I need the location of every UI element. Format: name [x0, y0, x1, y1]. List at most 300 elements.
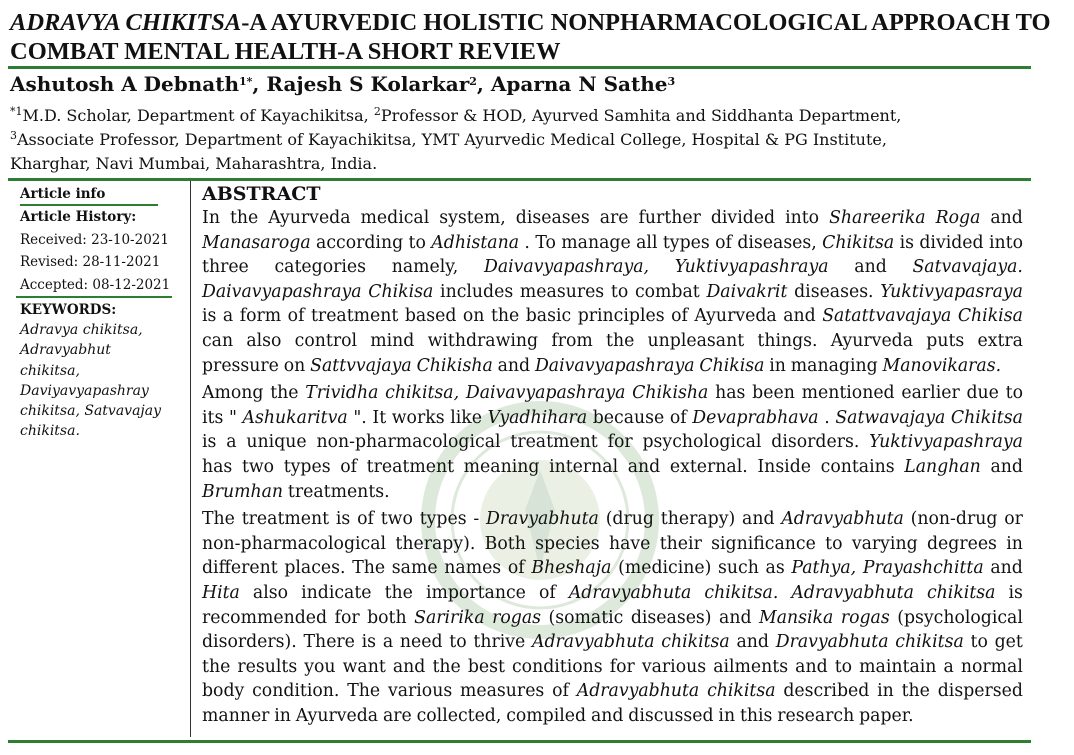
- keyword-line: Adravyabhut: [20, 342, 111, 359]
- abstract-word: The: [202, 509, 235, 530]
- abstract-word: the: [432, 656, 461, 677]
- abstract-word: conditions: [511, 656, 603, 677]
- abstract-word: the: [901, 681, 930, 702]
- title-line: [10, 37, 1060, 66]
- abstract-word: works: [391, 407, 445, 428]
- abstract-word: you: [304, 656, 336, 677]
- abstract-word: is: [202, 306, 217, 327]
- abstract-word: extra: [977, 330, 1023, 351]
- abstract-word: has: [715, 383, 746, 404]
- abstract-word: is: [899, 232, 914, 253]
- affiliation-mark: *1: [10, 105, 23, 118]
- abstract-paragraph: [202, 507, 1023, 728]
- abstract-word: of: [287, 306, 305, 327]
- abstract-word: Pathya,: [791, 558, 857, 579]
- accepted-date: Accepted: 08-12-2021: [20, 276, 171, 293]
- abstract-word: Mansika: [759, 607, 834, 628]
- abstract-word: a: [226, 432, 237, 453]
- abstract-line: [202, 280, 1023, 305]
- abstract-word: recommended: [202, 607, 328, 628]
- abstract-word: best: [467, 656, 505, 677]
- abstract-word: To: [535, 232, 556, 253]
- author-name: Rajesh S Kolarkar: [266, 72, 470, 96]
- affiliations: [10, 104, 1070, 176]
- abstract-word: Devaprabhava: [692, 407, 819, 428]
- abstract-word: research: [777, 705, 855, 726]
- abstract-line: [202, 679, 1023, 704]
- abstract-word: Daivakrit: [706, 281, 788, 302]
- abstract-word: chikitsa: [707, 681, 776, 702]
- abstract-line: [202, 430, 1023, 455]
- affiliation-mark: 3: [10, 129, 17, 142]
- abstract-word: dispersed: [937, 681, 1023, 702]
- abstract-word: of: [669, 407, 687, 428]
- abstract-heading: ABSTRACT: [202, 183, 321, 205]
- abstract-word: therapy).: [395, 533, 476, 554]
- received-date: Received: 23-10-2021: [20, 231, 169, 248]
- abstract-word: and: [742, 509, 775, 530]
- abstract-word: into: [785, 208, 820, 228]
- abstract-word: according: [316, 232, 404, 253]
- abstract-word: body: [202, 681, 245, 702]
- abstract-word: normal: [960, 656, 1023, 677]
- abstract-word: (medicine): [618, 558, 712, 579]
- abstract-word: Yuktivyapashraya: [869, 432, 1023, 453]
- title-divider: [8, 66, 1031, 69]
- abstract-word: and: [392, 656, 426, 677]
- abstract-word: to: [408, 232, 426, 253]
- paper-title: [10, 8, 1060, 66]
- abstract-word: degrees: [926, 533, 997, 554]
- abstract-word: Ayurveda: [295, 705, 379, 726]
- abstract-word: further: [638, 208, 701, 228]
- abstract-word: in: [769, 355, 786, 376]
- abstract-line: [202, 255, 1023, 280]
- title-segment: COMBAT MENTAL HEALTH-A SHORT REVIEW: [10, 38, 561, 65]
- abstract-word: rogas: [840, 607, 890, 628]
- abstract-word: disorders.: [771, 432, 860, 453]
- abstract-word: Adravyabhuta: [781, 509, 904, 530]
- abstract-word: Satwavajaya: [835, 407, 946, 428]
- abstract-word: for: [607, 432, 633, 453]
- affiliation-line: [10, 128, 1070, 152]
- abstract-word: system,: [439, 208, 506, 228]
- abstract-word: -: [473, 509, 480, 530]
- abstract-word: has: [202, 456, 233, 477]
- abstract-word: same: [391, 558, 438, 579]
- abstract-word: managing: [790, 355, 878, 376]
- revised-date: Revised: 28-11-2021: [20, 254, 161, 270]
- abstract-word: and: [990, 558, 1023, 579]
- column-divider: [190, 181, 191, 737]
- abstract-word: form: [239, 306, 282, 327]
- abstract-word: unique: [246, 432, 307, 453]
- keyword-line: Adravya chikitsa,: [20, 322, 143, 338]
- abstract-word: two: [380, 509, 413, 530]
- abstract-word: can: [202, 330, 234, 351]
- abstract-word: and: [497, 355, 531, 376]
- abstract-line: [202, 556, 1023, 581]
- abstract-word: mind: [370, 330, 415, 351]
- abstract-word: places.: [284, 558, 346, 579]
- author-affiliation-mark: 3: [667, 75, 676, 88]
- abstract-word: have: [608, 533, 651, 554]
- abstract-word: Vyadhihara: [487, 407, 588, 428]
- article-history-heading: Article History:: [20, 209, 137, 225]
- abstract-word: control: [294, 330, 358, 351]
- abstract-word: Dravyabhuta: [775, 632, 889, 653]
- abstract-word: discussed: [628, 705, 714, 726]
- abstract-word: the: [270, 383, 299, 404]
- author-name: Ashutosh A Debnath: [10, 72, 240, 96]
- abstract-word: The: [347, 681, 381, 702]
- abstract-word: Chikisa: [368, 281, 434, 302]
- abstract-word: and: [783, 306, 816, 327]
- abstract-word: basic: [525, 306, 572, 327]
- abstract-word: Shareerika: [829, 208, 926, 228]
- abstract-word: thrive: [473, 632, 526, 653]
- abstract-word: treatment: [366, 456, 455, 477]
- abstract-word: Chikisha: [416, 355, 493, 376]
- abstract-word: of: [507, 558, 525, 579]
- abstract-word: chikitsa,: [385, 383, 460, 404]
- abstract-word: and: [719, 607, 752, 628]
- header-divider: [8, 178, 1031, 181]
- keyword-line: chikitsa.: [20, 423, 80, 440]
- abstract-word: all: [636, 232, 658, 253]
- abstract-word: manage: [561, 232, 631, 253]
- abstract-word: of: [538, 582, 556, 603]
- abstract-word: various: [387, 681, 453, 702]
- abstract-word: to: [449, 632, 467, 653]
- abstract-word: described: [783, 681, 870, 702]
- abstract-word: The: [352, 558, 386, 579]
- abstract-word: indicate: [301, 582, 372, 603]
- abstract-line: [202, 354, 1023, 379]
- abstract-word: such: [718, 558, 759, 579]
- abstract-word: been: [752, 383, 795, 404]
- title-segment: -A AYURVEDIC HOLISTIC NONPHARMACOLOGICAL APPROACH TO: [241, 9, 1051, 36]
- abstract-word: this: [739, 705, 773, 726]
- abstract-word: non-pharmacological: [202, 533, 387, 554]
- abstract-word: Trividha: [305, 383, 379, 404]
- abstract-word: is: [335, 509, 351, 530]
- abstract-line: [202, 480, 1023, 505]
- abstract-word: Chikisa: [957, 306, 1023, 327]
- abstract-word: names: [444, 558, 502, 579]
- affiliation-text: Kharghar, Navi Mumbai, Maharashtra, India.: [10, 154, 378, 173]
- abstract-word: is: [202, 432, 217, 453]
- abstract-line: [202, 206, 1023, 231]
- abstract-word: combat: [634, 281, 700, 302]
- abstract-line: [202, 581, 1023, 606]
- abstract-paragraph: [202, 381, 1023, 504]
- abstract-word: rogas: [492, 607, 542, 628]
- abstract-word: Ayurveda: [694, 306, 777, 327]
- abstract-word: Brumhan: [202, 481, 284, 502]
- abstract-word: pressure: [202, 355, 279, 376]
- abstract-word: a: [222, 306, 234, 327]
- abstract-word: (somatic: [548, 607, 624, 628]
- abstract-word: diseases): [630, 607, 712, 628]
- abstract-word: various: [641, 656, 707, 677]
- abstract-word: the: [202, 656, 231, 677]
- abstract-word: Chikitsa: [950, 407, 1023, 428]
- abstract-word: importance: [425, 582, 526, 603]
- abstract-word: diseases: [515, 208, 590, 228]
- abstract-word: types: [419, 509, 467, 530]
- abstract-word: the: [229, 208, 259, 228]
- abstract-word: and: [854, 257, 887, 278]
- abstract-word: of: [671, 306, 688, 327]
- abstract-word: Chikitsa: [822, 232, 895, 253]
- abstract-word: puts: [926, 330, 965, 351]
- abstract-word: treatment: [510, 432, 598, 453]
- abstract-word: Manasaroga: [202, 232, 311, 253]
- abstract-word: to: [970, 632, 988, 653]
- abstract-line: [202, 231, 1023, 256]
- abstract-word: on: [462, 306, 485, 327]
- abstract-word: divided: [919, 232, 984, 253]
- abstract-body: [202, 206, 1023, 728]
- abstract-word: It: [372, 407, 387, 428]
- abstract-word: Among: [202, 383, 264, 404]
- abstract-word: There: [303, 632, 355, 653]
- author-affiliation-mark: 2: [469, 75, 477, 88]
- abstract-word: significance: [711, 533, 816, 554]
- abstract-word: Adravyabhuta: [791, 582, 914, 603]
- article-info-heading: Article info: [20, 186, 106, 202]
- keyword-line: Daviyavyapashray: [20, 382, 149, 399]
- abstract-word: on: [283, 355, 306, 376]
- abstract-word: are: [382, 705, 412, 726]
- abstract-word: medical: [360, 208, 430, 228]
- abstract-word: diseases,: [737, 232, 817, 253]
- abstract-word: and: [627, 456, 661, 477]
- abstract-word: Adravyabhuta: [532, 632, 655, 653]
- abstract-word: .: [524, 232, 530, 253]
- keywords-rule: [16, 296, 172, 298]
- author-affiliation-mark: 1*: [239, 75, 253, 88]
- abstract-word: get: [994, 632, 1023, 653]
- keywords-heading: KEYWORDS:: [20, 302, 117, 318]
- affiliation-text: Associate Professor, Department of Kayachikitsa, YMT Ayurvedic Medical College, Hospital & PG Institute,: [17, 130, 887, 149]
- affiliation-line: [10, 104, 1070, 128]
- abstract-word: internal: [549, 456, 619, 477]
- abstract-word: withdrawing: [427, 330, 539, 351]
- abstract-word: (non-drug: [910, 509, 998, 530]
- abstract-word: Prayashchitta: [862, 558, 984, 579]
- abstract-word: to: [610, 281, 629, 302]
- abstract-word: for: [609, 656, 635, 677]
- abstract-word: Yuktivyapashraya: [674, 257, 829, 278]
- footer-divider: [8, 740, 1031, 743]
- abstract-line: [202, 655, 1023, 680]
- abstract-word: (psychological: [897, 607, 1023, 628]
- abstract-word: disorders).: [202, 632, 297, 653]
- abstract-word: Yuktivyapasraya: [880, 281, 1023, 302]
- abstract-word: psychological: [642, 432, 762, 453]
- abstract-word: manner: [202, 705, 270, 726]
- abstract-word: principles: [577, 306, 665, 327]
- abstract-word: Dravyabhuta: [486, 509, 599, 530]
- author-list: Ashutosh A Debnath$^{1*}$, Rajesh S Kolarkar$^2$, Aparna N Sathe$^3$: [10, 72, 676, 96]
- abstract-word: ailments: [713, 656, 789, 677]
- abstract-word: paper.: [859, 705, 914, 726]
- abstract-word: Adravyabhuta: [568, 582, 692, 603]
- abstract-word: and: [795, 656, 828, 677]
- abstract-word: categories: [274, 257, 367, 278]
- abstract-word: Satattvavajaya: [822, 306, 952, 327]
- abstract-word: Ayurveda: [830, 330, 914, 351]
- abstract-word: and: [736, 632, 769, 653]
- abstract-word: are: [599, 208, 629, 228]
- abstract-word: from: [551, 330, 593, 351]
- abstract-line: [202, 704, 1023, 729]
- abstract-word: Satvavajaya.: [912, 257, 1023, 278]
- abstract-line: [202, 507, 1023, 532]
- abstract-line: [202, 630, 1023, 655]
- abstract-word: includes: [440, 281, 514, 302]
- abstract-word: to: [834, 656, 853, 677]
- abstract-line: [202, 381, 1023, 406]
- abstract-word: like: [450, 407, 482, 428]
- abstract-word: Daivavyapashraya: [534, 355, 695, 376]
- abstract-word: types: [662, 232, 710, 253]
- abstract-word: measures: [519, 281, 605, 302]
- abstract-word: chikitsa: [926, 582, 996, 603]
- abstract-word: to: [1005, 383, 1023, 404]
- abstract-word: things.: [757, 330, 818, 351]
- abstract-word: is: [1008, 582, 1023, 603]
- abstract-word: treatment: [310, 306, 399, 327]
- abstract-word: Manovikaras.: [882, 355, 1002, 376]
- affiliation-line: [10, 152, 1070, 176]
- abstract-word: chikitsa.: [704, 582, 779, 603]
- abstract-word: of: [357, 509, 374, 530]
- abstract-word: also: [252, 582, 289, 603]
- abstract-word: Daivavyapashraya: [465, 383, 626, 404]
- abstract-word: Roga: [935, 208, 981, 228]
- title-segment: ADRAVYA CHIKITSA: [10, 9, 242, 36]
- abstract-word: Bheshaja: [531, 558, 612, 579]
- affiliation-mark: 2: [373, 105, 381, 118]
- abstract-line: [202, 406, 1023, 431]
- author-name: Aparna N Sathe: [490, 72, 668, 96]
- abstract-word: two: [241, 456, 275, 477]
- abstract-word: and: [990, 456, 1023, 477]
- abstract-word: Both: [484, 533, 526, 554]
- abstract-word: results: [237, 656, 298, 677]
- abstract-word: Sattvvajaya: [310, 355, 412, 376]
- abstract-word: treatment: [241, 509, 330, 530]
- abstract-word: varying: [851, 533, 918, 554]
- abstract-word: its: [202, 407, 224, 428]
- abstract-word: Adhistana: [431, 232, 520, 253]
- abstract-word: Adravyabhuta: [576, 681, 700, 702]
- abstract-word: namely,: [391, 257, 459, 278]
- abstract-word: in: [1006, 533, 1023, 554]
- abstract-word: and: [590, 705, 624, 726]
- abstract-word: or: [1004, 509, 1023, 530]
- abstract-word: (drug: [605, 509, 654, 530]
- abstract-word: to: [825, 533, 843, 554]
- abstract-word: for: [334, 607, 360, 628]
- abstract-line: [202, 304, 1023, 329]
- abstract-word: into: [988, 232, 1023, 253]
- abstract-word: chikitsa: [895, 632, 964, 653]
- abstract-word: the: [490, 306, 520, 327]
- abstract-word: as: [765, 558, 785, 579]
- abstract-word: ".: [353, 407, 367, 428]
- abstract-word: different: [202, 558, 278, 579]
- abstract-word: Daivavyapashraya,: [483, 257, 650, 278]
- abstract-word: In: [202, 208, 220, 228]
- abstract-word: non-pharmacological: [316, 432, 501, 453]
- abstract-word: a: [943, 656, 954, 677]
- abstract-word: condition.: [252, 681, 340, 702]
- abstract-line: [202, 455, 1023, 480]
- abstract-word: mentioned: [801, 383, 895, 404]
- abstract-word: both: [367, 607, 407, 628]
- abstract-word: diseases.: [794, 281, 874, 302]
- abstract-word: a: [382, 632, 394, 653]
- abstract-word: want: [342, 656, 386, 677]
- abstract-word: collected,: [416, 705, 502, 726]
- abstract-word: based: [404, 306, 457, 327]
- abstract-word: Chikisa: [699, 355, 765, 376]
- abstract-word: .: [824, 407, 830, 428]
- abstract-word: chikitsa: [661, 632, 730, 653]
- keyword-line: chikitsa,: [20, 362, 80, 379]
- abstract-paragraph: [202, 206, 1023, 378]
- abstract-word: compiled: [506, 705, 587, 726]
- abstract-word: Ashukaritva: [242, 407, 348, 428]
- abstract-word: contains: [820, 456, 895, 477]
- abstract-word: species: [535, 533, 600, 554]
- affiliation-text: M.D. Scholar, Department of Kayachikitsa,: [22, 106, 374, 125]
- abstract-word: and: [990, 208, 1023, 228]
- abstract-line: [202, 329, 1023, 354]
- abstract-word: measures: [460, 681, 545, 702]
- abstract-word: ": [228, 407, 237, 428]
- abstract-word: earlier: [901, 383, 960, 404]
- title-line: [10, 8, 1060, 37]
- abstract-word: maintain: [859, 656, 937, 677]
- abstract-word: in: [274, 705, 291, 726]
- abstract-word: of: [552, 681, 569, 702]
- abstract-word: Langhan: [904, 456, 981, 477]
- abstract-word: divided: [710, 208, 776, 228]
- abstract-word: Daivavyapashraya: [202, 281, 362, 302]
- abstract-word: of: [340, 456, 358, 477]
- abstract-word: Chikisha: [632, 383, 709, 404]
- abstract-word: meaning: [463, 456, 540, 477]
- abstract-word: Saririka: [414, 607, 485, 628]
- affiliation-text: Professor & HOD, Ayurved Samhita and Siddhanta Department,: [380, 106, 902, 125]
- abstract-word: in: [877, 681, 894, 702]
- abstract-section: [202, 182, 1023, 731]
- keywords-list: [20, 320, 178, 442]
- keyword-line: chikitsa, Satvavajay: [20, 403, 162, 420]
- abstract-word: external.: [669, 456, 748, 477]
- abstract-word: types: [283, 456, 331, 477]
- abstract-word: is: [361, 632, 377, 653]
- abstract-word: three: [202, 257, 249, 278]
- abstract-word: Inside: [757, 456, 812, 477]
- abstract-word: their: [659, 533, 702, 554]
- abstract-word: the: [606, 330, 635, 351]
